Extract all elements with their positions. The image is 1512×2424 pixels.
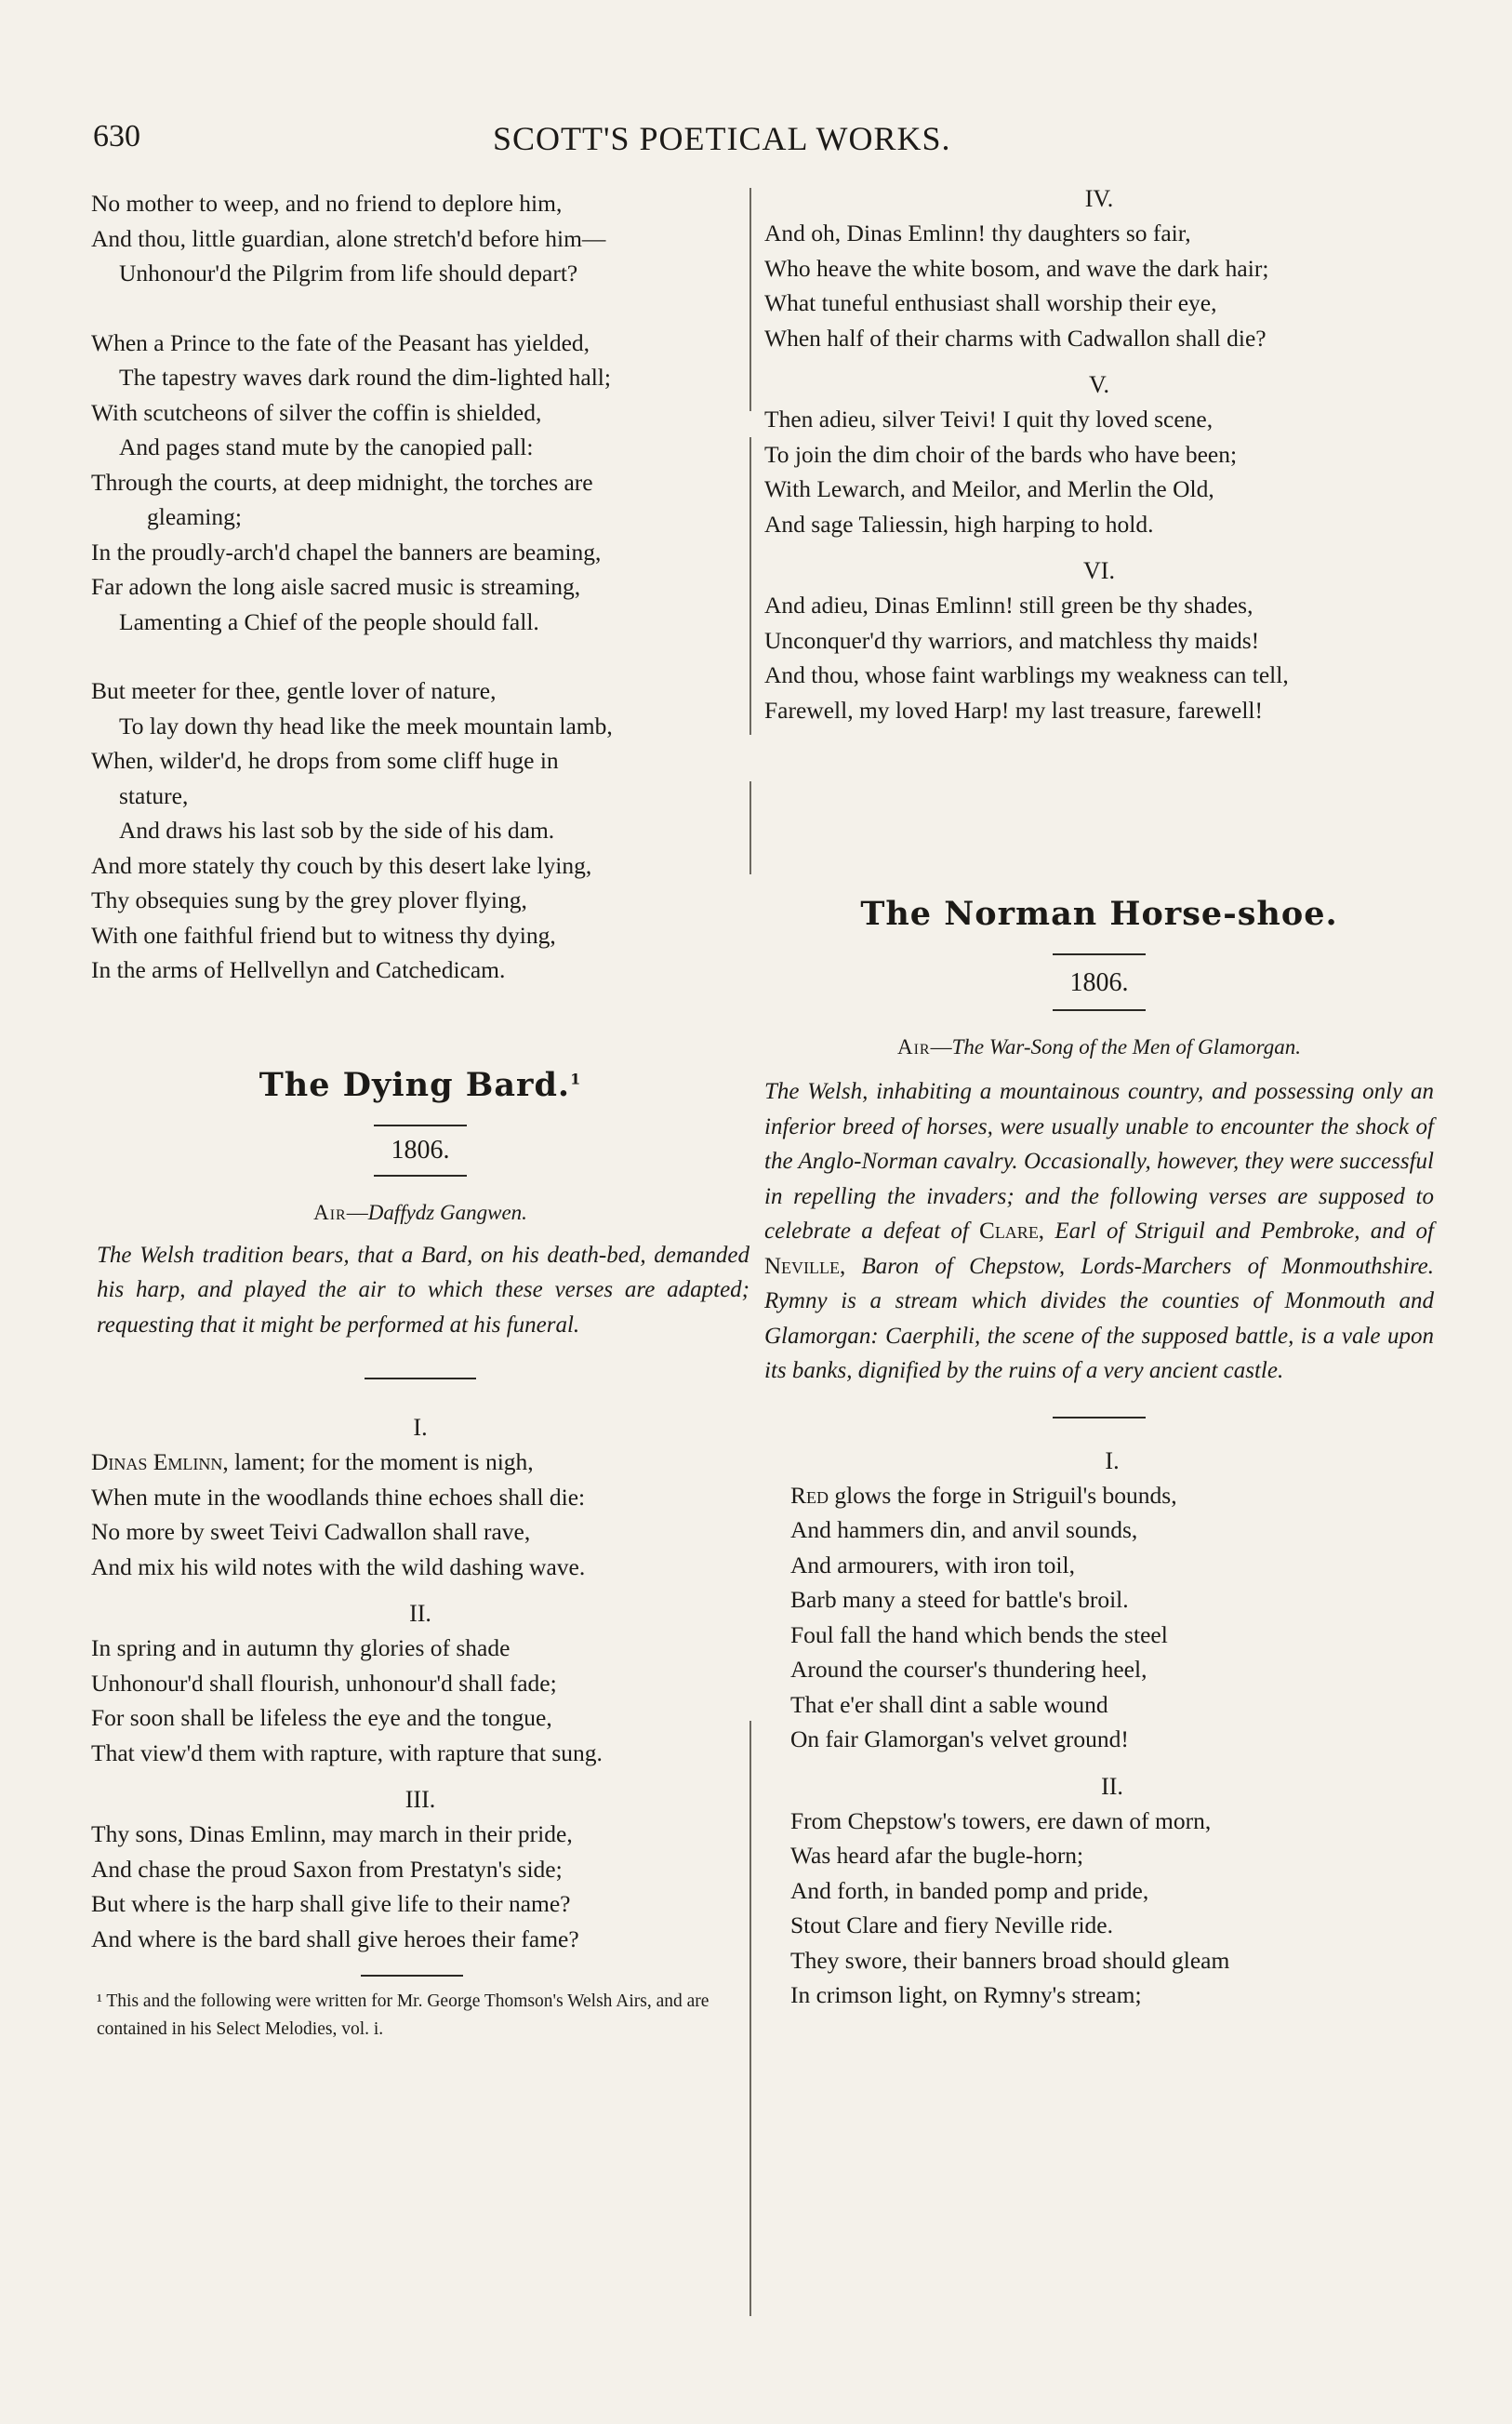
poem-title-dying-bard: The Dying Bard.$^1$ bbox=[259, 1065, 582, 1104]
poem-line: When, wilder'd, he drops from some cliff huge in bbox=[91, 747, 559, 774]
poem-line: And pages stand mute by the canopied pall: bbox=[119, 433, 534, 460]
poem-line: No mother to weep, and no friend to deplore him, bbox=[91, 190, 563, 217]
poem-line: When a Prince to the fate of the Peasant has yielded, bbox=[91, 328, 590, 356]
poem-line: When half of their charms with Cadwallon shall die? bbox=[764, 324, 1267, 352]
poem-line: And armourers, with iron toil, bbox=[790, 1551, 1075, 1578]
poem-line: Foul fall the hand which bends the steel bbox=[790, 1620, 1168, 1648]
poem-line: Barb many a steed for battle's broil. bbox=[790, 1586, 1129, 1613]
footnote-rule bbox=[361, 1975, 463, 1977]
poem-line: Who heave the white bosom, and wave the dark hair; bbox=[764, 254, 1269, 282]
poem-line: Unconquer'd thy warriors, and matchless thy maids! bbox=[764, 626, 1260, 654]
poem-line: Unhonour'd the Pilgrim from life should depart? bbox=[119, 260, 578, 286]
poem-line: To lay down thy head like the meek mountain lamb, bbox=[119, 712, 613, 739]
column-divider bbox=[749, 781, 751, 874]
poem-line: stature, bbox=[119, 781, 189, 809]
right-column bbox=[764, 182, 1434, 2013]
poem-line: To join the dim choir of the bards who have been; bbox=[764, 440, 1238, 468]
poem-intro: The Welsh tradition bears, that a Bard, on his death-bed, demanded his harp, and played the air to which these verses are adapted; requesting that it might be performed at his funeral. bbox=[97, 1242, 749, 1338]
column-divider bbox=[749, 188, 751, 411]
poem-line: Thy obsequies sung by the grey plover flying, bbox=[91, 886, 527, 913]
stanza-numeral: VI. bbox=[1083, 557, 1115, 584]
poem-line: They swore, their banners broad should gleam bbox=[790, 1946, 1230, 1974]
poem-line: And mix his wild notes with the wild dashing wave. bbox=[91, 1552, 586, 1580]
poem-line: And hammers din, and anvil sounds, bbox=[790, 1516, 1138, 1543]
poem-line: The tapestry waves dark round the dim-lighted hall; bbox=[119, 364, 611, 391]
year-rule bbox=[1053, 1009, 1146, 1011]
poem-line: And where is the bard shall give heroes their fame? bbox=[91, 1925, 579, 1952]
poem-line: On fair Glamorgan's velvet ground! bbox=[790, 1725, 1129, 1752]
year-rule bbox=[374, 1175, 467, 1177]
poem-line: And thou, little guardian, alone stretch'd before him— bbox=[91, 224, 606, 252]
footnote: ¹ This and the following were written for Mr. George Thomson's Welsh Airs, and are contained in his Select Melodies, vol. i. bbox=[97, 1991, 710, 2039]
stanza-numeral: I. bbox=[1105, 1446, 1120, 1474]
stanza-numeral: III. bbox=[405, 1786, 436, 1813]
poem-line: And more stately thy couch by this desert lake lying, bbox=[91, 851, 592, 879]
stanza-numeral: II. bbox=[1101, 1772, 1123, 1800]
footnote-mark: 1 bbox=[570, 1069, 582, 1087]
poem-line: With one faithful friend but to witness thy dying, bbox=[91, 921, 556, 949]
stanza-numeral: V. bbox=[1089, 371, 1109, 398]
poem-line: And adieu, Dinas Emlinn! still green be thy shades, bbox=[764, 592, 1253, 619]
poem-line: Through the courts, at deep midnight, the torches are bbox=[91, 468, 593, 496]
poem-line: And sage Taliessin, high harping to hold. bbox=[764, 510, 1154, 538]
helvellyn-poem-ending bbox=[91, 186, 749, 988]
running-title: SCOTT'S POETICAL WORKS. bbox=[493, 120, 951, 157]
poem-line: Stout Clare and fiery Neville ride. bbox=[790, 1911, 1113, 1938]
page-number: 630 bbox=[93, 119, 140, 153]
poem-line: When mute in the woodlands thine echoes shall die: bbox=[91, 1483, 586, 1511]
column-divider bbox=[749, 1721, 751, 2316]
poem-line: No more by sweet Teivi Cadwallon shall rave, bbox=[91, 1518, 531, 1545]
title-rule bbox=[374, 1125, 467, 1126]
stanza-numeral: IV. bbox=[1084, 185, 1114, 212]
poem-line: For soon shall be lifeless the eye and the tongue, bbox=[91, 1704, 552, 1731]
title-rule bbox=[1053, 953, 1146, 955]
poem-line: From Chepstow's towers, ere dawn of morn, bbox=[790, 1806, 1212, 1834]
poem-line: And chase the proud Saxon from Prestatyn's side; bbox=[91, 1855, 563, 1883]
poem-line: With Lewarch, and Meilor, and Merlin the Old, bbox=[764, 475, 1214, 502]
poem-line: In crimson light, on Rymny's stream; bbox=[790, 1981, 1142, 2008]
poem-line: With scutcheons of silver the coffin is shielded, bbox=[91, 398, 542, 426]
poem-line: Unhonour'd shall flourish, unhonour'd shall fade; bbox=[91, 1669, 557, 1697]
poem-line: In spring and in autumn thy glories of shade bbox=[91, 1634, 511, 1661]
poem-year: 1806. bbox=[391, 1135, 450, 1165]
poem-year: 1806. bbox=[1069, 968, 1129, 997]
stanza-numeral: I. bbox=[413, 1414, 428, 1441]
poem-line: Was heard afar the bugle-horn; bbox=[790, 1842, 1084, 1869]
poem-line: Lamenting a Chief of the people should fall. bbox=[119, 607, 539, 635]
column-divider bbox=[749, 437, 751, 735]
poem-line: Farewell, my loved Harp! my last treasure, farewell! bbox=[764, 696, 1263, 724]
poem-line: And oh, Dinas Emlinn! thy daughters so fair, bbox=[764, 220, 1191, 246]
poem-line: gleaming; bbox=[147, 503, 242, 530]
poem-title-norman-horse-shoe: The Norman Horse-shoe. bbox=[860, 895, 1338, 933]
air-line: Air—The War-Song of the Men of Glamorgan. bbox=[896, 1035, 1302, 1059]
poem-line: Far adown the long aisle sacred music is streaming, bbox=[91, 573, 581, 600]
poem-line: And draws his last sob by the side of his dam. bbox=[119, 817, 555, 844]
poem-line: Then adieu, silver Teivi! I quit thy loved scene, bbox=[764, 406, 1214, 433]
poem-line: What tuneful enthusiast shall worship their eye, bbox=[764, 289, 1217, 316]
page-header bbox=[93, 119, 1079, 166]
poem-line: Dinas Emlinn, lament; for the moment is nigh, bbox=[91, 1448, 534, 1475]
poem-line: Red glows the forge in Striguil's bounds, bbox=[790, 1481, 1177, 1509]
poem-line: But where is the harp shall give life to their name? bbox=[91, 1890, 571, 1917]
stanza-numeral: II. bbox=[409, 1600, 431, 1627]
poem-line: Around the courser's thundering heel, bbox=[790, 1656, 1147, 1683]
poem-intro: The Welsh, inhabiting a mountainous country, and possessing only an inferior breed of horses, were usually unable to encounter the shock of the Anglo-Norman cavalry. Occasionally, however, they were successful in repelling the invaders; and the following verses are supposed to celebrate a defeat of Clare, Earl of Striguil and Pembroke, and of Neville, Baron of Chepstow, Lords-Marchers of Monmouthshire. Rymny is a stream which divides the counties of Monmouth and Glamorgan: Caerphili, the scene of the supposed battle, is a vale upon its banks, dignified by the ruins of a very ancient castle. bbox=[764, 1079, 1434, 1383]
poem-line: Thy sons, Dinas Emlinn, may march in their pride, bbox=[91, 1820, 573, 1847]
air-line: Air—Daffydz Gangwen. bbox=[313, 1200, 527, 1224]
poem-line: In the arms of Hellvellyn and Catchedicam. bbox=[91, 956, 506, 983]
poem-line: And thou, whose faint warblings my weakness can tell, bbox=[764, 661, 1289, 688]
left-column bbox=[91, 186, 749, 2044]
poem-line: In the proudly-arch'd chapel the banners are beaming, bbox=[91, 538, 602, 566]
poem-line: That e'er shall dint a sable wound bbox=[790, 1690, 1108, 1718]
poem-line: And forth, in banded pomp and pride, bbox=[790, 1876, 1149, 1904]
poem-line: That view'd them with rapture, with rapture that sung. bbox=[91, 1738, 603, 1766]
poem-line: But meeter for thee, gentle lover of nature, bbox=[91, 677, 497, 704]
